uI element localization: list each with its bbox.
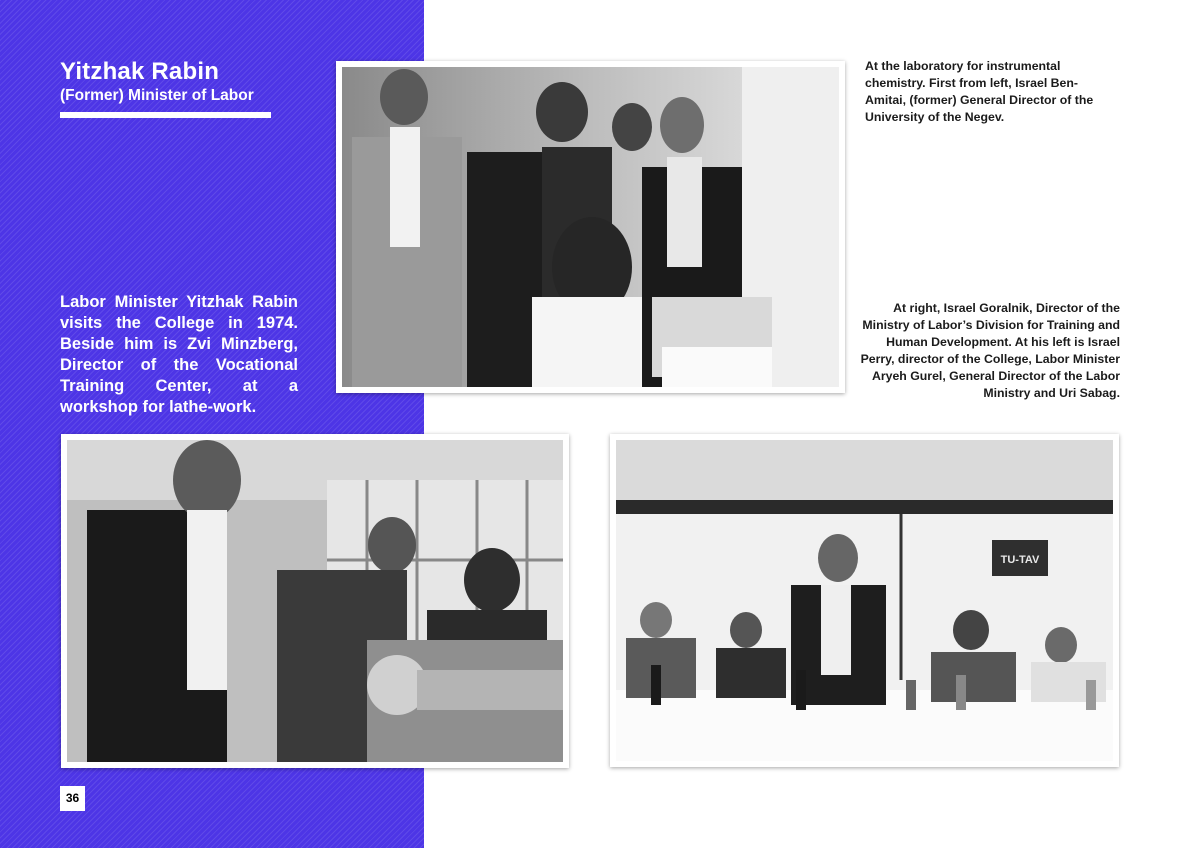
- photo-laboratory: [336, 61, 845, 393]
- photo-lathe-workshop: [61, 434, 569, 768]
- page-title: Yitzhak Rabin: [60, 58, 220, 85]
- caption-chemistry-lab: At the laboratory for instrumental chemistry. First from left, Israel Ben-Amitai, (former) General Director of the University of the Negev.: [865, 59, 1094, 124]
- caption-lathe-workshop: Labor Minister Yitzhak Rabin visits the College in 1974. Beside him is Zvi Minzberg, Director of the Vocational Training Center, at a workshop for lathe-work.: [60, 293, 298, 416]
- page-number: 36: [60, 786, 85, 811]
- photo-dinner-gathering: [610, 434, 1119, 767]
- page-subtitle: (Former) Minister of Labor: [60, 87, 254, 104]
- title-block: [60, 58, 275, 118]
- title-underline: [60, 112, 271, 118]
- caption-dinner-table: At right, Israel Goralnik, Director of the Ministry of Labor’s Division for Training and Human Development. At his left is Israel Perry, director of the College, Labor Minister Aryeh Gurel, General Director of the Labor Ministry and Uri Sabag.: [860, 301, 1120, 400]
- tu-tav-sign: TU-TAV: [1000, 554, 1040, 566]
